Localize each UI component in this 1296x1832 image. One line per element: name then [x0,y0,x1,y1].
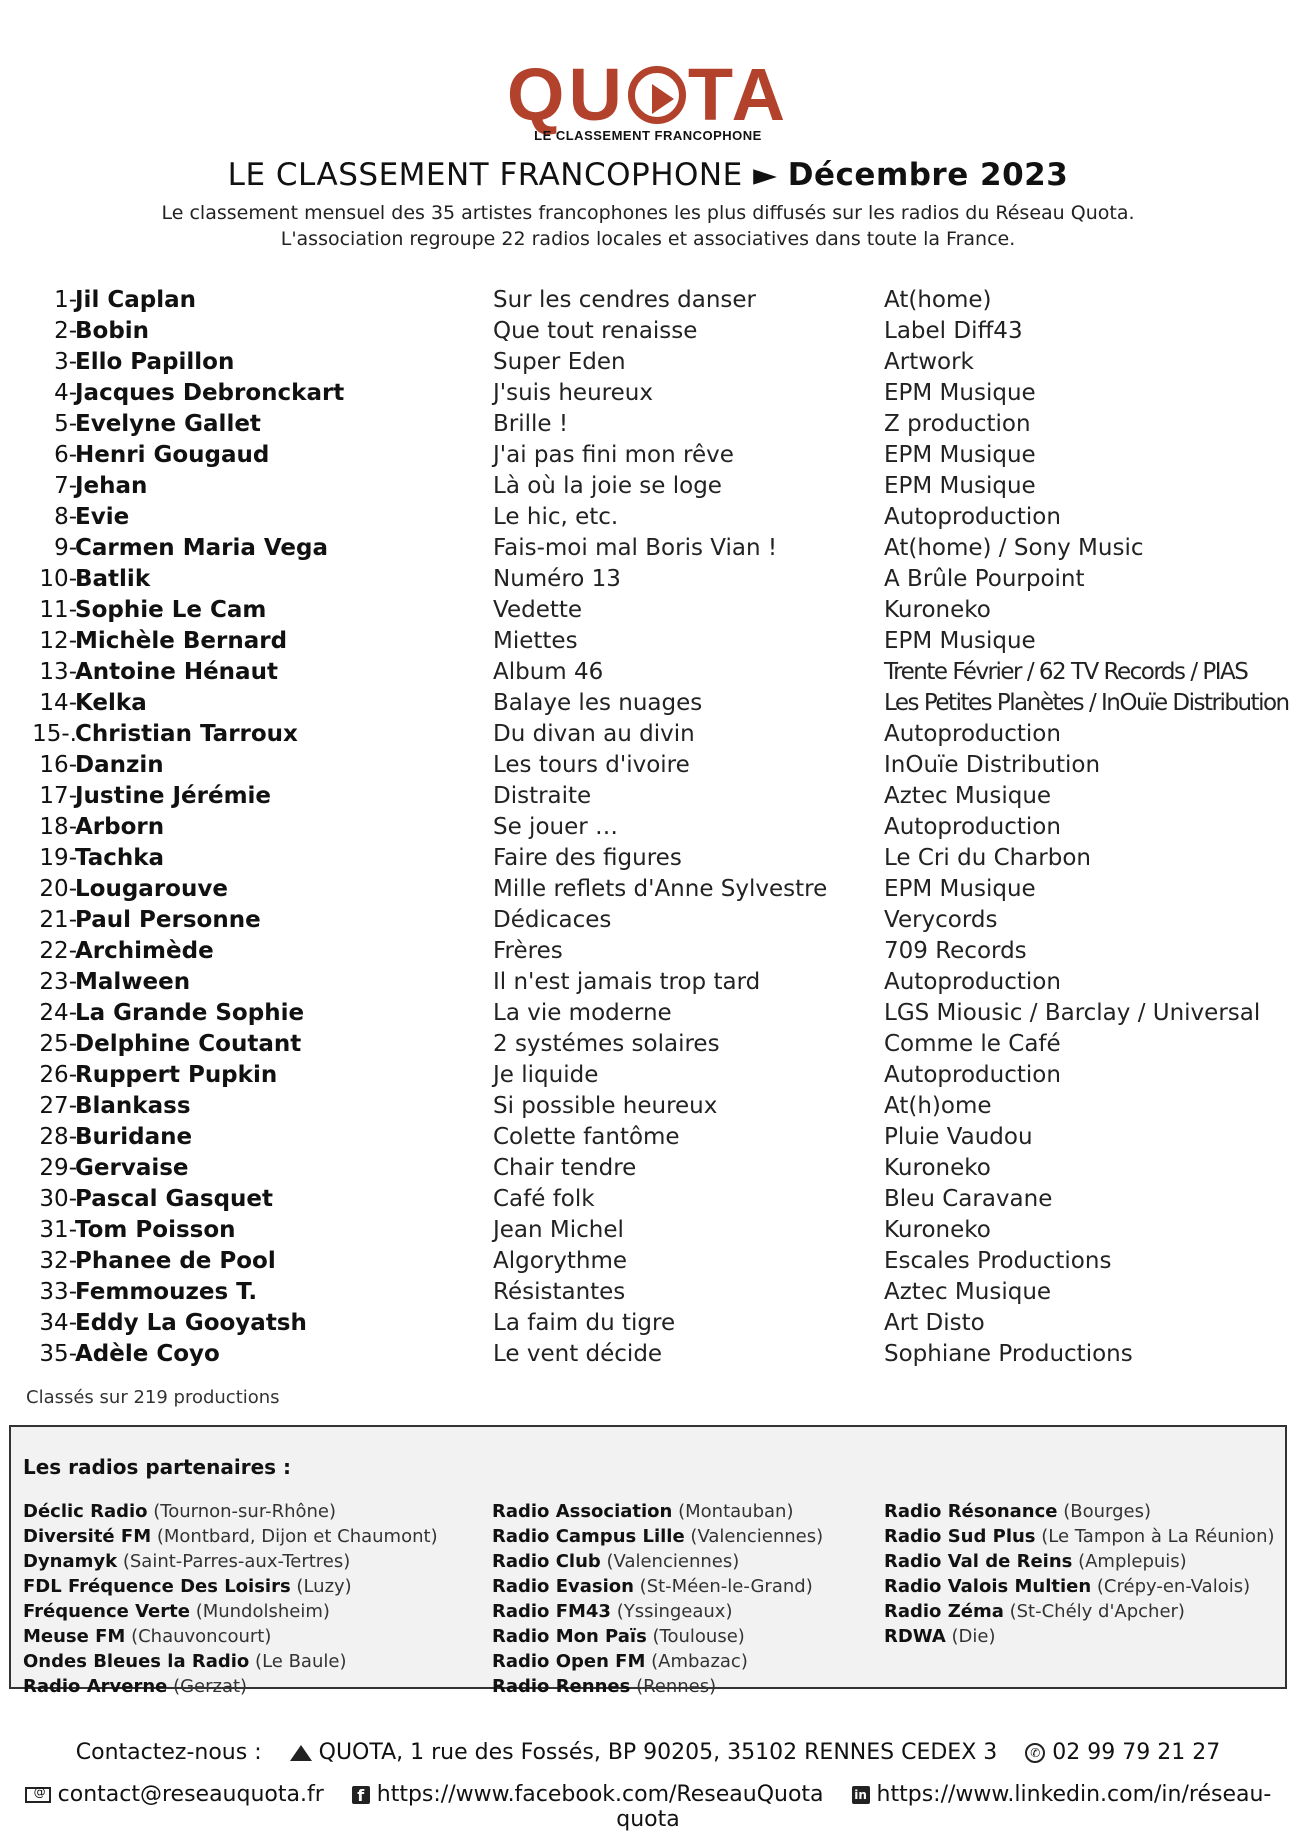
song-title: Que tout renaisse [493,318,698,344]
artist-name: Justine Jérémie [75,783,272,809]
ranking-row [0,316,1296,347]
rank-number: 32- [39,1248,77,1274]
artist-name: Malween [75,969,191,995]
linkedin-link[interactable]: https://www.linkedin.com/in/réseau-quota [616,1782,1272,1832]
partner-radio [492,1524,823,1549]
rank-number: 24- [39,1000,77,1026]
artist-name: Jil Caplan [75,287,196,313]
ranking-row [0,595,1296,626]
ranking-row [0,905,1296,936]
radio-location: (Montauban) [678,1501,794,1522]
partner-radio [492,1574,823,1599]
radio-location: (Amplepuis) [1078,1551,1187,1572]
record-label: At(home) [884,287,992,313]
artist-name: Sophie Le Cam [75,597,267,623]
rank-number: 16- [39,752,77,778]
rank-number: 23- [39,969,77,995]
record-label: Le Cri du Charbon [884,845,1092,871]
partner-radio [492,1624,823,1649]
record-label: Escales Productions [884,1248,1112,1274]
contact-address: QUOTA, 1 rue des Fossés, BP 90205, 35102 RENNES CEDEX 3 [318,1740,998,1765]
rank-number: 4- [54,380,77,406]
radio-location: (Toulouse) [652,1626,745,1647]
radio-location: (Mundolsheim) [195,1601,330,1622]
rank-number: 6- [54,442,77,468]
radio-location: (Gerzat) [173,1676,248,1697]
song-title: Du divan au divin [493,721,695,747]
arrow-icon: ► [753,157,778,193]
artist-name: Lougarouve [75,876,228,902]
artist-name: Delphine Coutant [75,1031,302,1057]
record-label: Aztec Musique [884,1279,1052,1305]
record-label: Z production [884,411,1031,437]
artist-name: Danzin [75,752,164,778]
artist-name: Kelka [75,690,147,716]
artist-name: Jehan [75,473,148,499]
rank-number: 34- [39,1310,77,1336]
radio-location: (Yssingeaux) [616,1601,733,1622]
partner-radio [23,1499,438,1524]
song-title: Super Eden [493,349,626,375]
record-label: Label Diff43 [884,318,1023,344]
ranking-row [0,750,1296,781]
radio-location: (Le Baule) [255,1651,347,1672]
rank-number: 14- [39,690,77,716]
rank-number: 19- [39,845,77,871]
radio-name: Radio FM43 [492,1601,611,1622]
ranking-row [0,1184,1296,1215]
song-title: Je liquide [493,1062,599,1088]
mail-icon [25,1787,51,1803]
artist-name: Phanee de Pool [75,1248,276,1274]
partner-radio [884,1599,1275,1624]
ranking-row [0,781,1296,812]
record-label: Kuroneko [884,1217,991,1243]
rank-number: 8- [54,504,77,530]
radio-name: RDWA [884,1626,946,1647]
ranking-row [0,998,1296,1029]
radio-location: (Valenciennes) [690,1526,824,1547]
radio-location: (Ambazac) [651,1651,748,1672]
ranking-row [0,1091,1296,1122]
record-label: Autoproduction [884,814,1061,840]
partner-radio [492,1499,823,1524]
record-label: Artwork [884,349,974,375]
radio-location: (Die) [951,1626,996,1647]
artist-name: Antoine Hénaut [75,659,278,685]
record-label: EPM Musique [884,380,1036,406]
rank-number: 33- [39,1279,77,1305]
rank-number: 3- [54,349,77,375]
artist-name: Henri Gougaud [75,442,270,468]
radio-name: Ondes Bleues la Radio [23,1651,250,1672]
ranking-list [0,285,1296,1370]
artist-name: Pascal Gasquet [75,1186,274,1212]
song-title: Les tours d'ivoire [493,752,690,778]
partner-radio [23,1599,438,1624]
rank-number: 28- [39,1124,77,1150]
record-label: Pluie Vaudou [884,1124,1033,1150]
record-label: EPM Musique [884,628,1036,654]
ranking-row [0,564,1296,595]
partner-radio [884,1549,1275,1574]
artist-name: Christian Tarroux [75,721,298,747]
record-label: Autoproduction [884,969,1061,995]
record-label: Les Petites Planètes / InOuïe Distribution [884,690,1289,716]
phone-icon: ✆ [1025,1743,1045,1763]
partner-radio [884,1524,1275,1549]
rank-number: 29- [39,1155,77,1181]
artist-name: Michèle Bernard [75,628,288,654]
rank-number: 30- [39,1186,77,1212]
song-title: Chair tendre [493,1155,637,1181]
logo-word-right: TA [687,53,790,136]
ranking-row [0,1122,1296,1153]
ranking-row [0,1029,1296,1060]
rank-number: 27- [39,1093,77,1119]
ranking-row [0,1215,1296,1246]
song-title: Colette fantôme [493,1124,680,1150]
rank-number: 20- [39,876,77,902]
record-label: Sophiane Productions [884,1341,1133,1367]
ranking-row [0,502,1296,533]
contact-label: Contactez-nous : [75,1740,262,1765]
artist-name: Paul Personne [75,907,261,933]
radio-name: Radio Val de Reins [884,1551,1073,1572]
record-label: Trente Février / 62 TV Records / PIAS [884,659,1248,685]
radio-location: (St-Chély d'Apcher) [1009,1601,1185,1622]
radio-name: FDL Fréquence Des Loisirs [23,1576,291,1597]
ranking-row [0,874,1296,905]
song-title: Brille ! [493,411,569,437]
rank-number: 13- [39,659,77,685]
record-label: Verycords [884,907,998,933]
partner-radio [23,1649,438,1674]
song-title: Miettes [493,628,578,654]
radio-location: (Le Tampon à La Réunion) [1041,1526,1275,1547]
radio-name: Radio Club [492,1551,601,1572]
song-title: Il n'est jamais trop tard [493,969,761,995]
song-title: La faim du tigre [493,1310,676,1336]
record-label: Autoproduction [884,504,1061,530]
song-title: Vedette [493,597,583,623]
record-label: EPM Musique [884,442,1036,468]
ranking-row [0,626,1296,657]
radio-name: Radio Sud Plus [884,1526,1036,1547]
partners-heading: Les radios partenaires : [23,1455,291,1479]
radio-name: Radio Valois Multien [884,1576,1092,1597]
record-label: 709 Records [884,938,1027,964]
artist-name: Ruppert Pupkin [75,1062,278,1088]
artist-name: Tom Poisson [75,1217,236,1243]
radio-name: Radio Mon Païs [492,1626,647,1647]
logo-subtitle: LE CLASSEMENT FRANCOPHONE [534,128,762,143]
title-main: LE CLASSEMENT FRANCOPHONE [227,157,743,193]
song-title: Fais-moi mal Boris Vian ! [493,535,778,561]
rank-number: 2- [54,318,77,344]
ranking-row [0,440,1296,471]
intro-line-2: L'association regroupe 22 radios locales et associatives dans toute la France. [280,228,1016,250]
radio-name: Radio Zéma [884,1601,1004,1622]
radio-name: Radio Evasion [492,1576,634,1597]
quota-logo [0,53,1296,143]
record-label: Autoproduction [884,1062,1061,1088]
song-title: Distraite [493,783,592,809]
record-label: EPM Musique [884,876,1036,902]
song-title: J'ai pas fini mon rêve [493,442,734,468]
radio-name: Meuse FM [23,1626,126,1647]
rank-number: 26- [39,1062,77,1088]
ranking-row [0,812,1296,843]
radio-location: (Tournon-sur-Rhône) [153,1501,337,1522]
contact-line [0,1740,1296,1765]
artist-name: Eddy La Gooyatsh [75,1310,307,1336]
partner-radio [492,1549,823,1574]
ranking-row [0,378,1296,409]
facebook-link[interactable]: https://www.facebook.com/ReseauQuota [376,1782,824,1807]
partners-column-3 [884,1499,1275,1649]
artist-name: Jacques Debronckart [75,380,345,406]
song-title: Le hic, etc. [493,504,619,530]
record-label: At(home) / Sony Music [884,535,1144,561]
productions-note: Classés sur 219 productions [26,1387,280,1408]
page-title [0,157,1296,193]
artist-name: Evie [75,504,130,530]
song-title: Se jouer … [493,814,619,840]
linkedin-icon: in [852,1786,870,1804]
radio-name: Radio Rennes [492,1676,631,1697]
artist-name: Evelyne Gallet [75,411,261,437]
rank-number: 1- [54,287,77,313]
radio-name: Radio Association [492,1501,673,1522]
artist-name: Arborn [75,814,165,840]
ranking-row [0,1339,1296,1370]
record-label: Bleu Caravane [884,1186,1053,1212]
artist-name: Femmouzes T. [75,1279,258,1305]
ranking-row [0,1277,1296,1308]
ranking-row [0,843,1296,874]
song-title: Album 46 [493,659,604,685]
radio-name: Radio Campus Lille [492,1526,685,1547]
radio-name: Radio Arverne [23,1676,168,1697]
partner-radio [884,1499,1275,1524]
title-date: Décembre 2023 [787,157,1069,193]
song-title: Sur les cendres danser [493,287,757,313]
home-icon [290,1745,312,1761]
song-title: Jean Michel [493,1217,624,1243]
rank-number: 31- [39,1217,77,1243]
partners-column-2 [492,1499,823,1699]
artist-name: Bobin [75,318,150,344]
record-label: Aztec Musique [884,783,1052,809]
radio-name: Radio Open FM [492,1651,646,1672]
ranking-row [0,688,1296,719]
artist-name: Tachka [75,845,165,871]
rank-number: 21- [39,907,77,933]
partner-radio [884,1624,1275,1649]
contact-phone[interactable]: 02 99 79 21 27 [1052,1740,1221,1765]
logo-word-left: QU [506,53,626,136]
song-title: Le vent décide [493,1341,663,1367]
radio-location: (Crépy-en-Valois) [1096,1576,1251,1597]
ranking-row [0,285,1296,316]
radio-location: (Luzy) [296,1576,352,1597]
record-label: A Brûle Pourpoint [884,566,1085,592]
rank-number: 9- [54,535,77,561]
radio-location: (Valenciennes) [606,1551,740,1572]
song-title: Mille reflets d'Anne Sylvestre [493,876,828,902]
partner-radio [23,1524,438,1549]
song-title: Algorythme [493,1248,628,1274]
record-label: Comme le Café [884,1031,1061,1057]
partner-radio [23,1674,438,1699]
ranking-row [0,347,1296,378]
radio-name: Fréquence Verte [23,1601,190,1622]
ranking-row [0,719,1296,750]
rank-number: 22- [39,938,77,964]
record-label: At(h)ome [884,1093,992,1119]
radio-location: (St-Méen-le-Grand) [639,1576,813,1597]
partner-radio [492,1649,823,1674]
partner-radio [492,1674,823,1699]
song-title: Résistantes [493,1279,626,1305]
song-title: Dédicaces [493,907,612,933]
rank-number: 10- [39,566,77,592]
ranking-row [0,657,1296,688]
song-title: Café folk [493,1186,595,1212]
rank-number: 35- [39,1341,77,1367]
song-title: Numéro 13 [493,566,621,592]
song-title: Frères [493,938,563,964]
rank-number: 12- [39,628,77,654]
radio-location: (Rennes) [636,1676,717,1697]
record-label: Kuroneko [884,597,991,623]
ranking-row [0,1246,1296,1277]
intro-line-1: Le classement mensuel des 35 artistes francophones les plus diffusés sur les radios du Réseau Quota. [161,202,1135,224]
radio-location: (Chauvoncourt) [131,1626,272,1647]
artist-name: Carmen Maria Vega [75,535,328,561]
ranking-row [0,936,1296,967]
song-title: Faire des figures [493,845,682,871]
radio-name: Diversité FM [23,1526,152,1547]
partner-radio [23,1549,438,1574]
ranking-row [0,1060,1296,1091]
partner-radio [492,1599,823,1624]
email-link[interactable]: contact@reseauquota.fr [57,1782,324,1807]
song-title: J'suis heureux [493,380,653,406]
radio-location: (Bourges) [1063,1501,1152,1522]
record-label: Art Disto [884,1310,985,1336]
rank-number: 17- [39,783,77,809]
partner-radio [884,1574,1275,1599]
rank-number: 15-. [32,721,77,747]
ranking-row [0,533,1296,564]
artist-name: Gervaise [75,1155,189,1181]
artist-name: Archimède [75,938,214,964]
ranking-row [0,1153,1296,1184]
record-label: Autoproduction [884,721,1061,747]
record-label: EPM Musique [884,473,1036,499]
ranking-row [0,409,1296,440]
rank-number: 5- [54,411,77,437]
rank-number: 18- [39,814,77,840]
partner-radio [23,1624,438,1649]
radio-name: Déclic Radio [23,1501,148,1522]
radio-name: Radio Résonance [884,1501,1058,1522]
song-title: Si possible heureux [493,1093,718,1119]
record-label: Kuroneko [884,1155,991,1181]
facebook-icon: f [352,1786,370,1804]
partners-column-1 [23,1499,438,1699]
record-label: InOuïe Distribution [884,752,1101,778]
partner-radios-panel [9,1425,1287,1697]
contact-links [0,1782,1296,1832]
song-title: 2 systémes solaires [493,1031,720,1057]
radio-location: (Saint-Parres-aux-Tertres) [122,1551,351,1572]
rank-number: 7- [54,473,77,499]
ranking-row [0,1308,1296,1339]
rank-number: 11- [39,597,77,623]
song-title: Là où la joie se loge [493,473,722,499]
ranking-row [0,967,1296,998]
artist-name: Adèle Coyo [75,1341,220,1367]
intro-text [0,200,1296,252]
rank-number: 25- [39,1031,77,1057]
play-icon [628,66,686,124]
song-title: Balaye les nuages [493,690,703,716]
artist-name: Ello Papillon [75,349,235,375]
song-title: La vie moderne [493,1000,672,1026]
ranking-row [0,471,1296,502]
radio-name: Dynamyk [23,1551,118,1572]
radio-location: (Montbard, Dijon et Chaumont) [156,1526,438,1547]
artist-name: Buridane [75,1124,193,1150]
artist-name: Blankass [75,1093,191,1119]
artist-name: La Grande Sophie [75,1000,305,1026]
partner-radio [23,1574,438,1599]
record-label: LGS Miousic / Barclay / Universal [884,1000,1261,1026]
artist-name: Batlik [75,566,151,592]
